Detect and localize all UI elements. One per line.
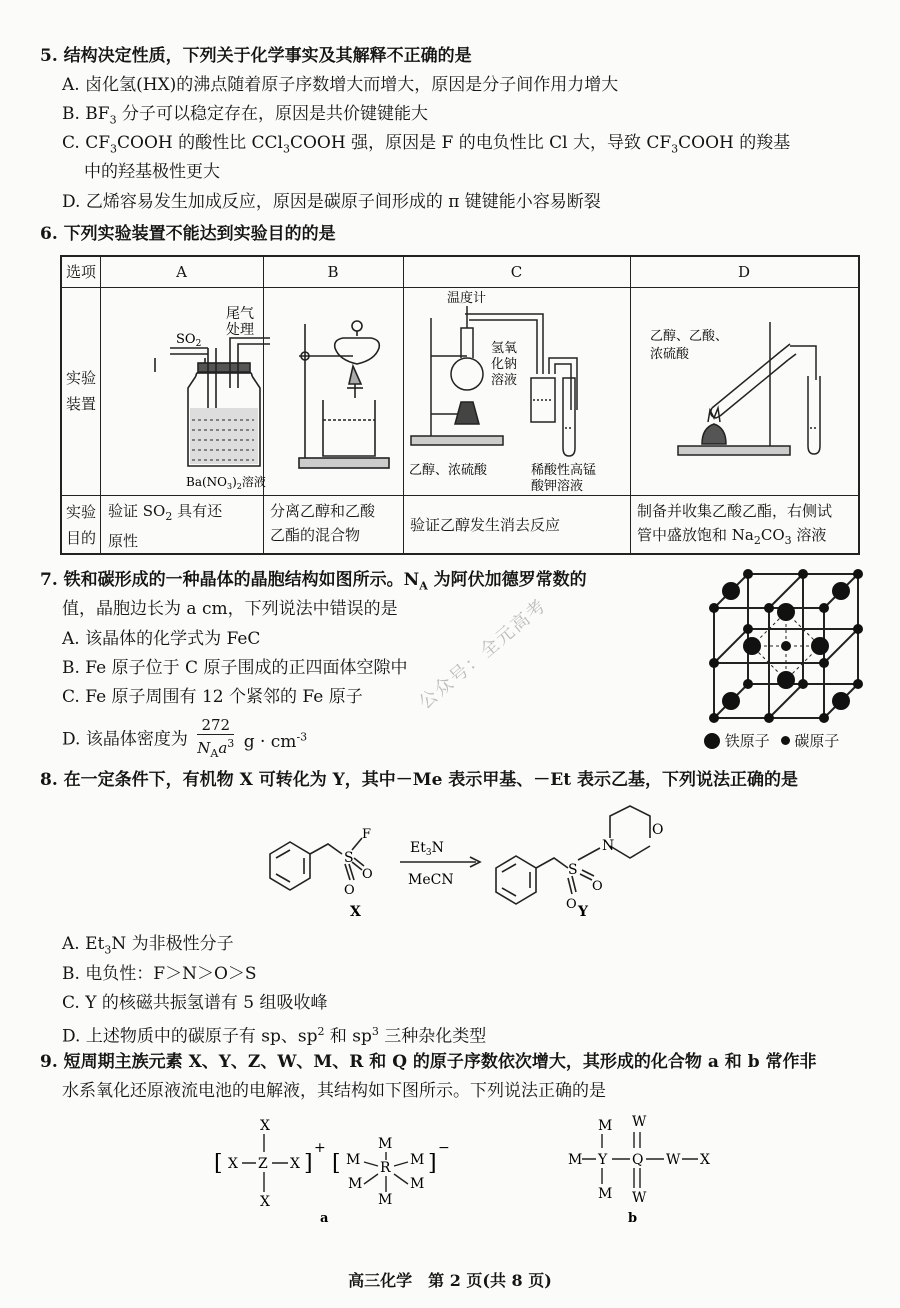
table-header-c: C bbox=[510, 263, 523, 281]
a-m6: M bbox=[410, 1176, 425, 1192]
q7-option-d: D. 该晶体密度为 272 $N_Aa^3$ $g \cdot cm^{-3}$ bbox=[62, 716, 307, 756]
label-naoh-3: 溶液 bbox=[491, 373, 518, 388]
bracket: [ bbox=[214, 1151, 223, 1176]
label-so2: SO bbox=[176, 332, 196, 347]
row-label-apparatus-1: 实验 bbox=[65, 369, 96, 387]
label-kmno4-1: 稀酸性高锰 bbox=[531, 463, 597, 478]
x-atom-o1: O bbox=[344, 883, 355, 898]
q7-stem-line2: 值，晶胞边长为 a cm，下列说法中错误的是 bbox=[62, 599, 398, 619]
y-atom-o-ring: O bbox=[652, 822, 664, 838]
q6-table bbox=[60, 255, 860, 555]
purpose-d: 制备并收集乙酸乙酯，右侧试 管中盛放饱和 $Na_2CO_3$ 溶液 bbox=[637, 502, 833, 547]
a-m4: M bbox=[348, 1176, 363, 1192]
q9-stem-line1: 9. 短周期主族元素 X、Y、Z、W、M、R 和 Q 的原子序数依次增大，其形成的化合物 a 和 b 常作非 bbox=[40, 1052, 817, 1072]
b-x: X bbox=[700, 1152, 710, 1168]
table-header-option: 选项 bbox=[65, 263, 96, 281]
svg-text:]: ] bbox=[428, 1151, 437, 1176]
b-w-bottom: W bbox=[632, 1190, 647, 1206]
a-m1: M bbox=[346, 1152, 361, 1168]
row-label-purpose-1: 实验 bbox=[65, 503, 96, 521]
q5-option-a: A. 卤化氢(HX)的沸点随着原子序数增大而增大，原因是分子间作用力增大 bbox=[62, 75, 619, 95]
q5-stem: 5. 结构决定性质，下列关于化学事实及其解释不正确的是 bbox=[40, 46, 472, 66]
reagent-bottom: MeCN bbox=[408, 872, 454, 888]
purpose-c: 验证乙醇发生消去反应 bbox=[410, 516, 561, 534]
row-label-apparatus-2: 装置 bbox=[65, 395, 96, 413]
q9-stem-line2: 水系氧化还原液流电池的电解液，其结构如下图所示。下列说法正确的是 bbox=[62, 1081, 606, 1101]
apparatus-b-separatory-funnel bbox=[263, 288, 403, 495]
q5-option-c-line1: C. $CF_3COOH$ 的酸性比 CCl$_3$COOH 强，原因是 F 的电负性比 Cl 大，导致 $CF_3COOH$ 的羧基 bbox=[62, 133, 791, 156]
a-plus: + bbox=[314, 1140, 326, 1156]
table-header-b: B bbox=[327, 263, 339, 281]
b-w-top: W bbox=[632, 1114, 647, 1130]
a-x-right: X bbox=[290, 1156, 300, 1172]
q5-option-c-line2: 中的羟基极性更大 bbox=[84, 162, 220, 182]
b-m-top: M bbox=[598, 1118, 613, 1134]
label-naoh-1: 氢氧 bbox=[491, 341, 518, 356]
label-x: X bbox=[350, 904, 361, 920]
row-label-purpose-2: 目的 bbox=[65, 529, 96, 547]
apparatus-c-ethylene bbox=[403, 288, 630, 495]
watermark: 公众号：全元高考 bbox=[414, 594, 551, 714]
label-a: a bbox=[320, 1211, 329, 1226]
density-denominator: $N_Aa^3$ bbox=[197, 737, 235, 760]
label-kmno4-2: 酸钾溶液 bbox=[531, 479, 584, 494]
y-atom-s: S bbox=[568, 862, 578, 878]
label-y: Y bbox=[578, 904, 588, 920]
iron-atom-legend-icon bbox=[704, 733, 720, 749]
b-w-right: W bbox=[666, 1152, 681, 1168]
q6-stem: 6. 下列实验装置不能达到实验目的的是 bbox=[40, 224, 336, 244]
table-header-d: D bbox=[737, 263, 751, 281]
a-x-bottom: X bbox=[260, 1194, 270, 1210]
label-reagents-2: 浓硫酸 bbox=[650, 347, 690, 362]
b-q: Q bbox=[632, 1152, 644, 1168]
q8-option-a: A. $Et_3N$ 为非极性分子 bbox=[62, 934, 234, 957]
density-numerator: 272 bbox=[197, 716, 234, 735]
q8-stem: 8. 在一定条件下，有机物 X 可转化为 Y，其中－Me 表示甲基、－Et 表示乙基，下列说法正确的是 bbox=[40, 770, 799, 790]
q7-option-c: C. Fe 原子周围有 12 个紧邻的 Fe 原子 bbox=[62, 687, 363, 707]
label-thermometer: 温度计 bbox=[447, 291, 487, 306]
q5-option-d: D. 乙烯容易发生加成反应，原因是碳原子间形成的 π 键键能小容易断裂 bbox=[62, 192, 601, 212]
x-atom-f: F bbox=[362, 827, 372, 842]
table-header-a: A bbox=[176, 263, 187, 281]
y-atom-o1: O bbox=[566, 897, 577, 912]
apparatus-d-ester bbox=[630, 288, 858, 495]
b-y: Y bbox=[598, 1152, 608, 1168]
label-barium-nitrate: $Ba(NO_3)_2$溶液 bbox=[186, 475, 266, 491]
a-m3: M bbox=[378, 1192, 393, 1208]
svg-text:SO2: $SO_2$ bbox=[176, 332, 202, 349]
a-m5: M bbox=[410, 1152, 425, 1168]
a-r: R bbox=[380, 1160, 391, 1176]
q8-reaction-scheme bbox=[250, 800, 690, 930]
y-atom-o2: O bbox=[592, 879, 603, 894]
q8-option-c: C. Y 的核磁共振氢谱有 5 组吸收峰 bbox=[62, 993, 328, 1013]
purpose-a: 验证 $SO_2$ 具有还 原性 bbox=[108, 502, 223, 550]
a-x-left: X bbox=[228, 1156, 238, 1172]
b-m-bottom: M bbox=[598, 1186, 613, 1202]
crystal-legend: 铁原子 碳原子 bbox=[704, 730, 839, 751]
q7-option-b: B. Fe 原子位于 C 原子围成的正四面体空隙中 bbox=[62, 658, 408, 678]
q8-option-d: D. 上述物质中的碳原子有 sp、$sp^2$ 和 $sp^3$ 三种杂化类型 bbox=[62, 1025, 487, 1047]
q7-option-a: A. 该晶体的化学式为 FeC bbox=[62, 629, 261, 649]
b-m-left: M bbox=[568, 1152, 583, 1168]
carbon-atom-legend-icon bbox=[781, 736, 790, 745]
apparatus-a-gas-bottle bbox=[100, 288, 266, 495]
label-b: b bbox=[628, 1211, 638, 1226]
q8-option-b: B. 电负性：F＞N＞O＞S bbox=[62, 964, 257, 984]
purpose-b: 分离乙醇和乙酸 乙酯的混合物 bbox=[270, 502, 376, 544]
label-tail-gas-2: 处理 bbox=[226, 322, 254, 338]
a-x-top: X bbox=[260, 1118, 270, 1134]
page-footer: 高三化学 第 2 页(共 8 页) bbox=[348, 1271, 552, 1290]
svg-text:]: ] bbox=[304, 1151, 313, 1176]
a-minus: − bbox=[438, 1140, 450, 1156]
label-ethanol-sulfuric: 乙醇、浓硫酸 bbox=[409, 463, 488, 478]
label-tail-gas-1: 尾气 bbox=[226, 306, 254, 322]
reagent-top: $Et_3N$ bbox=[410, 840, 444, 858]
label-reagents-1: 乙醇、乙酸、 bbox=[650, 329, 729, 344]
q9-structures bbox=[200, 1108, 740, 1228]
q5-option-b: B. $BF_3$ 分子可以稳定存在，原因是共价键键能大 bbox=[62, 104, 428, 127]
label-naoh-2: 化钠 bbox=[491, 357, 518, 372]
crystal-cell-diagram bbox=[700, 560, 870, 750]
svg-text:[: [ bbox=[332, 1151, 341, 1176]
a-z: Z bbox=[258, 1156, 268, 1172]
y-atom-n: N bbox=[602, 838, 615, 854]
x-atom-o2: O bbox=[362, 867, 373, 882]
x-atom-s: S bbox=[344, 850, 354, 866]
q7-stem-line1: 7. 铁和碳形成的一种晶体的晶胞结构如图所示。$N_A$ 为阿伏加德罗常数的 bbox=[40, 570, 587, 593]
a-m2: M bbox=[378, 1136, 393, 1152]
